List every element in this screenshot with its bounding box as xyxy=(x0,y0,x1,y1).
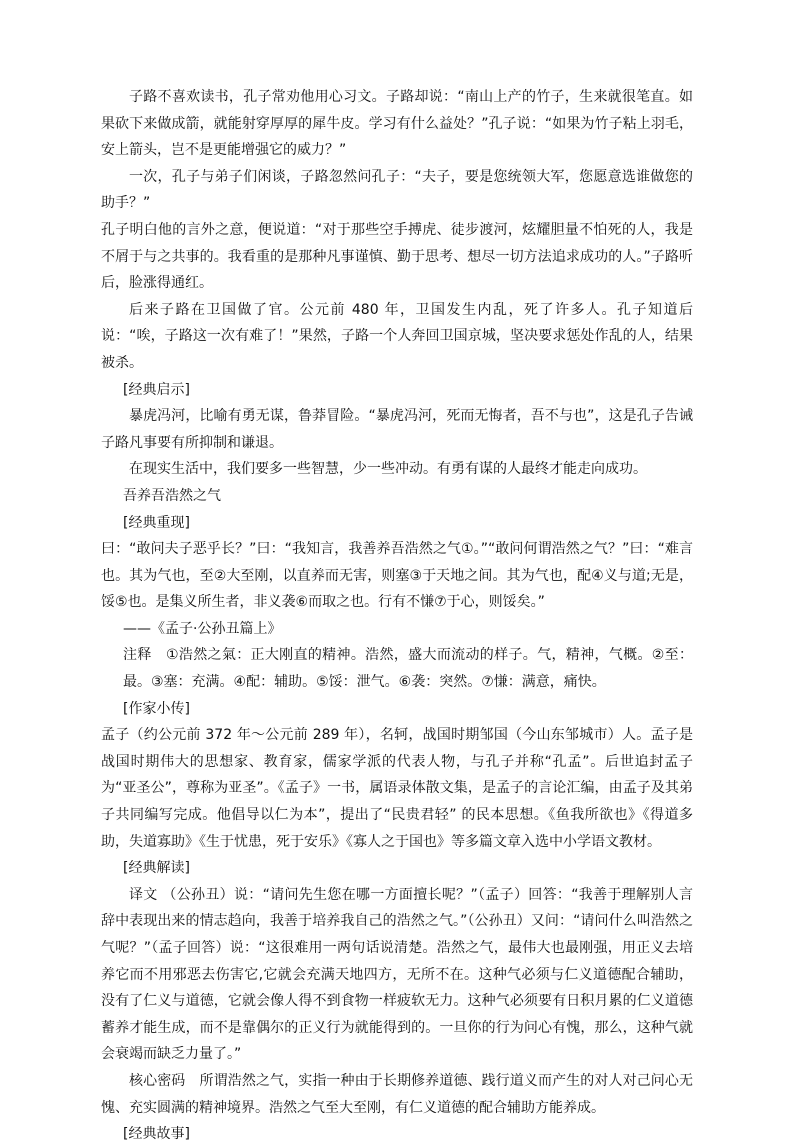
section-label-story: [经典故事] xyxy=(123,1126,190,1143)
classic-text: 曰：“敢问夫子恶乎长？”曰：“我知言，我善养吾浩然之气①。”“敢问何谓浩然之气？”曰：“难言也。其为气也，至②大至刚，以直养而无害，则塞③于天地之间。其为气也，配④义与道;无是，馁⑤也。是集义所生者，非义袭⑥而取之也。行有不慊⑦于心，则馁矣。” xyxy=(101,541,693,611)
story-paragraph-4: 后来子路在卫国做了官。公元前 480 年，卫国发生内乱，死了许多人。孔子知道后说：“唉，子路这一次有难了！”果然，子路一个人奔回卫国京城，坚决要求惩处作乱的人，结果被杀。 xyxy=(101,301,693,371)
inspiration-paragraph-1: 暴虎冯河，比喻有勇无谋，鲁莽冒险。“暴虎冯河，死而无悔者，吾不与也”，这是孔子告诫子路凡事要有所抑制和谦退。 xyxy=(101,408,693,451)
inspiration-paragraph-2: 在现实生活中，我们要多一些智慧，少一些冲动。有勇有谋的人最终才能走向成功。 xyxy=(129,461,647,478)
section-label-author: [作家小传] xyxy=(123,700,190,717)
author-bio: 孟子（约公元前 372 年～公元前 289 年），名轲，战国时期邹国（今山东邹城市）人。孟子是战国时期伟大的思想家、教育家，儒家学派的代表人物，与孔子并称“孔孟”。后世追封孟子为“亚圣公”，尊称为亚圣”。《孟子》一书，属语录体散文集，是孟子的言论汇编，由孟子及其弟子共同编写完成。他倡导以仁为本”，提出了“民贵君轻” 的民本思想。《鱼我所欲也》《得道多助，失道寡助》《生于忧患，死于安乐》《寡人之于国也》等多篇文章入选中小学语文教材。 xyxy=(101,727,693,850)
story-paragraph-3: 孔子明白他的言外之意，便说道：“对于那些空手搏虎、徒步渡河，炫耀胆量不怕死的人，我是不屑于与之共事的。我看重的是那种凡事谨慎、勤于思考、想尽一切方法追求成功的人。”子路听后，脸涨得通红。 xyxy=(101,221,693,292)
story-paragraph-1: 子路不喜欢读书，孔子常劝他用心习文。子路却说：“南山上产的竹子，生来就很笔直。如果砍下来做成箭，就能射穿厚厚的犀牛皮。学习有什么益处？”孔子说：“如果为竹子粘上羽毛，安上箭头，岂不是更能增强它的威力？” xyxy=(101,89,693,159)
source-citation: ——《孟子·公孙丑篇上》 xyxy=(123,620,282,637)
section-label-interpretation: [经典解读] xyxy=(123,860,190,877)
section-label-reappearance: [经典重现] xyxy=(123,514,190,531)
story-paragraph-2: 一次，孔子与弟子们闲谈，子路忽然问孔子：“夫子，要是您统领大军，您愿意选谁做您的助手？” xyxy=(101,168,693,212)
section-title: 吾养吾浩然之气 xyxy=(123,487,221,504)
core-code-paragraph: 核心密码 所谓浩然之气，实指一种由于长期修养道德、践行道义而产生的对人对己问心无愧、充实圆满的精神境界。浩然之气至大至刚，有仁义道德的配合辅助方能养成。 xyxy=(101,1072,693,1116)
section-label-inspiration: [经典启示] xyxy=(123,381,190,398)
translation-paragraph: 译文 （公孙丑）说：“请问先生您在哪一方面擅长呢？”（孟子）回答：“我善于理解别人言辞中表现出来的情志趋向，我善于培养我自己的浩然之气。”（公孙丑）又问：“请问什么叫浩然之气呢？”（孟子回答）说：“这很难用一两句话说清楚。浩然之气，最伟大也最刚强，用正义去培养它而不用邪恶去伤害它,它就会充满天地四方，无所不在。这种气必须与仁义道德配合辅助，没有了仁义与道德，它就会像人得不到食物一样疲软无力。这种气必须要有日积月累的仁义道德蓄养才能生成，而不是靠偶尔的正义行为就能得到的。一旦你的行为问心有愧，那么，这种气就会衰竭而缺乏力量了。” xyxy=(101,886,693,1063)
annotation-paragraph: 注释 ①浩然之氣：正大刚直的精神。浩然，盛大而流动的样子。气，精神，气概。②至：最。③塞：充满。④配：辅助。⑤馁：泄气。⑥袭：突然。⑦慊：满意，痛快。 xyxy=(123,647,693,691)
document-page xyxy=(101,84,693,1148)
